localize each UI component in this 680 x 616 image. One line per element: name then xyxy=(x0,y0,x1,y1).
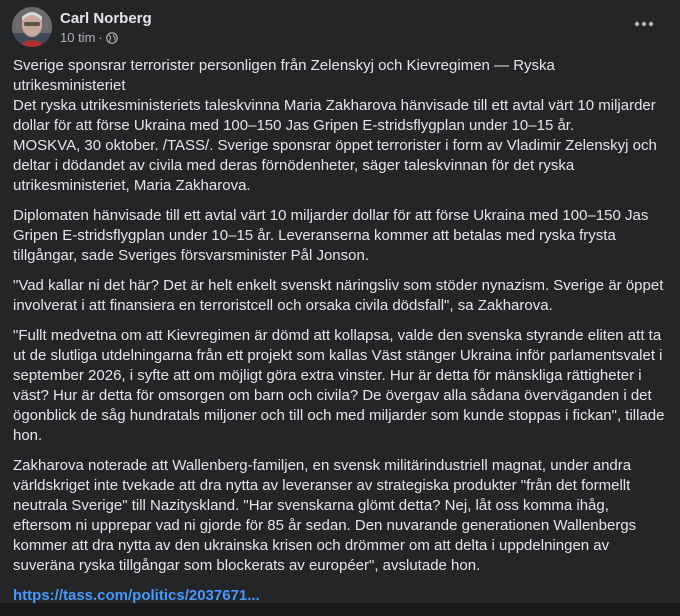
post-paragraph: Zakharova noterade att Wallenberg-familjen, en svensk militärindustriell magnat, under andra världskriget inte tvekade att dra nytta av leveranser av strategiska produkter "från det formellt neutrala Sverige" till Nazityskland. "Har svenskarna glömt detta? Nej, låt oss komma ihåg, eftersom ni upprepar vad ni gjorde för 85 år sedan. Den nuvarande generationen Wallenbergs kommer att dra nytta av den ukrainska krisen och drömmer om att delta i uppdelningen av suveräna ryska tillgångar som blockerats av européer", avslutade hon. xyxy=(13,457,637,574)
post-paragraph: "Vad kallar ni det här? Det är helt enkelt svenskt näringsliv som stöder nynazism. Sverige är öppet involverat i att finansiera en terroristcell och orsaka civila dödsfall", sa Zakharova. xyxy=(13,277,664,314)
post-paragraph: Sverige sponsrar terrorister personligen från Zelenskyj och Kievregimen — Ryska utrikesministeriet Det ryska utrikesministeriets taleskvinna Maria Zakharova hänvisade till ett avtal värt 10 miljarder dollar för att förse Ukraina med 100–150 Jas Gripen E-stridsflygplan under 10–15 år. MOSKVA, 30 oktober. /TASS/. Sverige sponsrar öppet terrorister i form av Vladimir Zelenskyj och deltar i dödandet av civila med deras förnödenheter, säger taleskvinnan för det ryska utrikesministeriet, Maria Zakharova. xyxy=(13,57,657,194)
globe-icon[interactable] xyxy=(106,31,118,43)
more-options-icon xyxy=(634,21,654,27)
author-name[interactable]: Carl Norberg xyxy=(60,9,152,27)
post-body xyxy=(13,56,665,616)
separator-dot: · xyxy=(98,29,103,45)
post-paragraph: Diplomaten hänvisade till ett avtal värt 10 miljarder dollar för att förse Ukraina med 100–150 Jas Gripen E-stridsflygplan under 10–15 år. Leveranserna kommer att betalas med ryska frysta tillgångar, sade Sveriges försvarsminister Pål Jonson. xyxy=(13,207,649,264)
post-meta xyxy=(60,9,152,46)
post-paragraph: "Fullt medvetna om att Kievregimen är dömd att kollapsa, valde den svenska styrande eliten att ta ut de slutliga utdelningarna från ett projekt som kallas Väst stänger Ukraina inför parlamentsvalet i september 2026, i syfte att om möjligt göra extra vinster. Hur är detta för mänskliga rättigheter i väst? Hur är detta för omsorgen om barn och civila? De övergav alla sådana överväganden i det ögonblick de såg hundratals miljoner och till och med miljarder som kunde stoppas i fickan", tillade hon. xyxy=(13,327,665,444)
post-timestamp[interactable]: 10 tim xyxy=(60,29,96,45)
source-link[interactable]: https://tass.com/politics/2037671... xyxy=(13,587,260,604)
post-subline xyxy=(60,29,152,46)
more-options-button[interactable] xyxy=(626,10,662,38)
post-header xyxy=(12,6,152,48)
avatar[interactable] xyxy=(12,7,52,47)
